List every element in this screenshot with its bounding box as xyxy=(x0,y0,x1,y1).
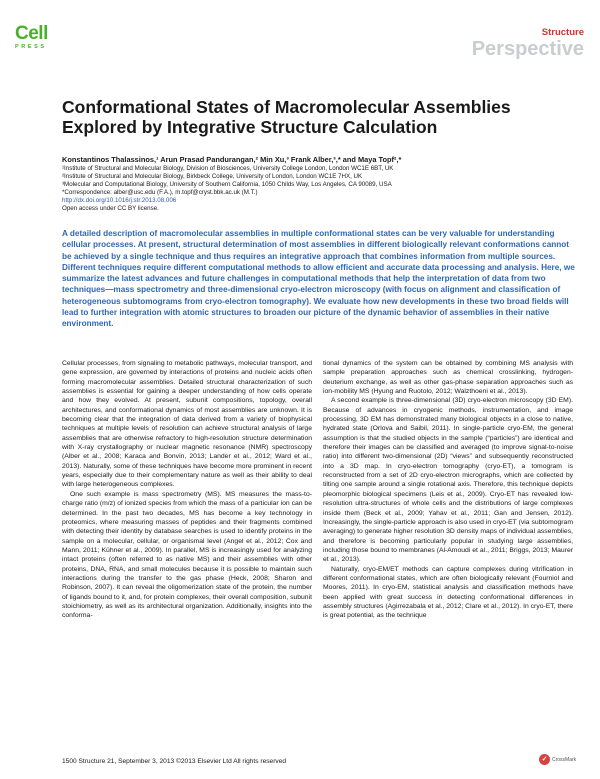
crossmark-badge[interactable] xyxy=(539,754,576,765)
logo-press: PRESS xyxy=(15,44,47,50)
affiliation-1: ¹Institute of Structural and Molecular Biology, Division of Biosciences, University College London, London WC1E 6BT, UK xyxy=(62,165,394,172)
author-list: Konstantinos Thalassinos,¹ Arun Prasad Pandurangan,² Min Xu,³ Frank Alber,³,* and Maya Topf²,* xyxy=(62,155,402,164)
page-footer: 1500 Structure 21, September 3, 2013 ©2013 Elsevier Ltd All rights reserved xyxy=(62,758,287,765)
paragraph: One such example is mass spectrometry (MS). MS measures the mass-to-charge ratio (m/z) of ionized species from which the mass of a particular ion can be determined. In the past two decades, MS has become a key technology in proteomics, where measuring masses of peptides and their fragments combined with detecting their identity by database searches is used to identify proteins in the sample on a molecular, cellular, or organismal level (Angel et al., 2012; Cox and Mann, 2011; Kühner et al., 2009). In parallel, MS is increasingly used for analyzing intact proteins (often referred to as native MS) and their assemblies with other proteins, DNA, RNA, and small molecules because it is possible to maintain such interactions during the transfer to the gas phase (Heck, 2008; Sharon and Robinson, 2007). It can reveal the oligomerization state of the protein, the number of ligands bound to it, and, for protein complexes, their overall composition, subunit stoichiometry, as well as its architectural organization. Additionally, insights into the conforma- xyxy=(62,490,312,620)
paragraph: A second example is three-dimensional (3D) cryo-electron microscopy (3D EM). Because of advances in cryogenic methods, instrumentation, and image processing, 3D EM has demonstrated many biological objects in a close to native, hydrated state (Orlova and Saibil, 2011). In single-particle cryo-EM, the general assumption is that the studied objects in the sample (“particles”) are identical and therefore their images can be classified and averaged (to improve signal-to-noise ratio) into different two-dimensional (2D) “views” and subsequently reconstructed into a 3D map. In cryo-electron tomography (cryo-ET), a tomogram is reconstructed from a set of 2D cryo-electron micrographs, which are collected by tilting one sample around a single rotational axis. Therefore, this technique depicts pleomorphic biological specimens (Leis et al., 2009). Cryo-ET has revealed low-resolution ultra-structures of whole cells and the distributions of large complexes inside them (Beck et al., 2009; Yahav et al., 2011; Gan and Jensen, 2012). Increasingly, the single-particle approach is also used in cryo-ET (via subtomogram averaging) to generate higher resolution 3D density maps of individual assemblies, and therefore is becoming particularly popular in studying large assemblies, including those bound to membranes (Al-Amoudi et al., 2011; Briggs, 2013; Maurer et al., 2013). xyxy=(323,397,573,564)
abstract: A detailed description of macromolecular assemblies in multiple conformational states can be very valuable for understanding cellular processes. At present, structural determination of most assemblies in different biologically relevant conformations cannot be achieved by a single technique and thus requires an integrative approach that combines information from multiple sources. Different techniques require different computational methods to allow efficient and accurate data processing and analysis. Here, we summarize the latest advances and future challenges in computational methods that help the interpretation of data from two techniques—mass spectrometry and three-dimensional cryo-electron microscopy (with focus on alignment and classification of heterogeneous subtomograms from cryo-electron tomography). We evaluate how new developments in these two broad fields will lead to further integration with atomic structures to broaden our picture of the dynamic behavior of assemblies in their native environment. xyxy=(62,229,575,329)
crossmark-icon: ✓ xyxy=(539,754,550,765)
paragraph: tional dynamics of the system can be obtained by combining MS analysis with sample preparation approaches such as chemical crosslinking, hydrogen-deuterium exchange, as well as other gas-phase separation approaches such as ion-mobility MS (Hyung and Ruotolo, 2012; Walzthoeni et al., 2013). xyxy=(323,360,573,396)
paragraph: Naturally, cryo-EM/ET methods can capture complexes during vitrification in different conformational states, which are often biologically relevant (Fourniol and Moores, 2011). In cryo-EM, statistical analysis and classification methods have been applied with great success in detecting conformational differences in assembly structures (Agirrezabala et al., 2012; Clare et al., 2012). In cryo-ET, there is great potential, as the technique xyxy=(323,565,573,620)
correspondence[interactable]: *Correspondence: alber@usc.edu (F.A.), m.topf@cryst.bbk.ac.uk (M.T.) xyxy=(62,188,258,196)
paragraph: Cellular processes, from signaling to metabolic pathways, molecular transport, and gene expression, are governed by interactions of proteins and nucleic acids often forming macromolecular assemblies. Detailed structural characterization of such assemblies is essential for gaining a deeper understanding of how cells operate and how they evolved. At present, subunit compositions, topology, overall architectures, and conformational dynamics of most assemblies are unknown. It is becoming clear that the integration of data derived from a variety of biophysical techniques at multiple levels of resolution can achieve structural analysis of large assemblies that are otherwise refractory to high-resolution structure determination with X-ray crystallography or nuclear magnetic resonance (NMR) spectroscopy (Alber et al., 2008; Karaca and Bonvin, 2013; Lander et al., 2012; Ward et al., 2013). Naturally, some of these techniques have become more prominent in recent years, especially due to their complementary nature as well as their ability to deal with large heterogeneous complexes. xyxy=(62,360,312,489)
crossmark-label: CrossMark xyxy=(552,756,577,763)
logo-word: Cell xyxy=(15,23,48,44)
affiliation-3: ³Molecular and Computational Biology, University of Southern California, 1050 Childs Way, Los Angeles, CA 90089, USA xyxy=(62,180,392,188)
cell-press-logo xyxy=(15,24,51,50)
article-title: Conformational States of Macromolecular Assemblies Explored by Integrative Structure Calculation xyxy=(62,97,511,137)
body-column-right xyxy=(323,359,573,621)
open-access-note[interactable]: Open access under CC BY license. xyxy=(62,204,159,212)
affiliation-2: ²Institute of Structural and Molecular Biology, Birkbeck College, University of London, London WC1E 7HX, UK xyxy=(62,172,363,180)
journal-name: Structure xyxy=(541,27,584,38)
article-meta xyxy=(62,155,572,212)
section-name: Perspective xyxy=(471,38,584,60)
doi-link[interactable]: http://dx.doi.org/10.1016/j.str.2013.08.006 xyxy=(62,196,177,204)
body-column-left xyxy=(62,359,312,621)
